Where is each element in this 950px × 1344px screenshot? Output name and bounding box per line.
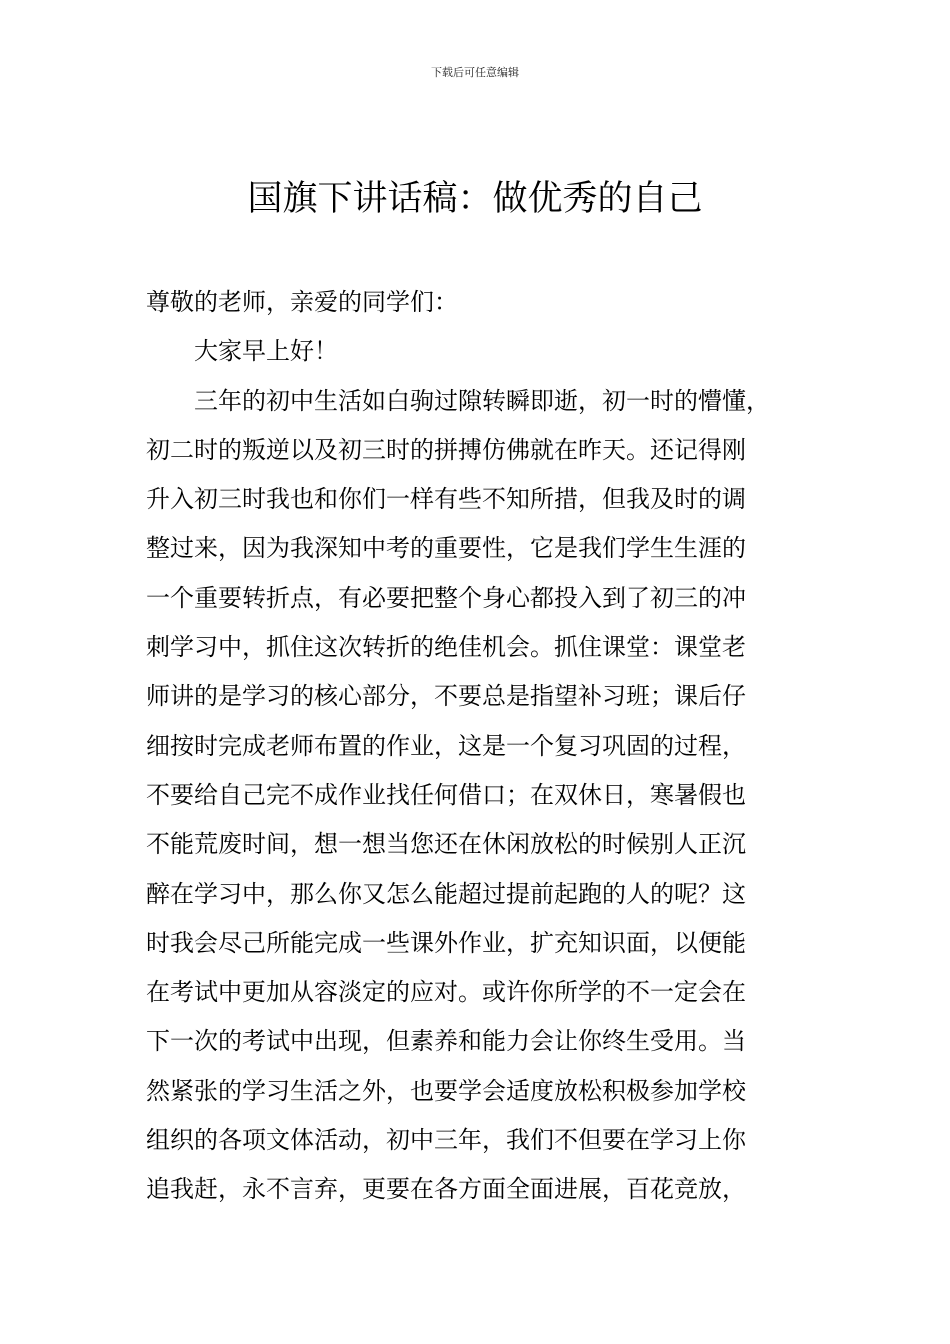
salutation: 尊敬的老师，亲爱的同学们： [146, 288, 458, 316]
paragraph-line: 下一次的考试中出现，但素养和能力会让你终生受用。当 [146, 1027, 746, 1056]
paragraph-line: 不能荒废时间，想一想当您还在休闲放松的时候别人正沉 [146, 830, 746, 859]
paragraph-line: 刺学习中，抓住这次转折的绝佳机会。抓住课堂：课堂老 [146, 633, 746, 662]
paragraph-line: 三年的初中生活如白驹过隙转瞬即逝，初一时的懵懂， [194, 386, 770, 415]
paragraph-line: 整过来，因为我深知中考的重要性，它是我们学生生涯的 [146, 534, 746, 563]
paragraph-line: 在考试中更加从容淡定的应对。或许你所学的不一定会在 [146, 978, 746, 1007]
paragraph-line: 然紧张的学习生活之外，也要学会适度放松积极参加学校 [146, 1076, 746, 1105]
paragraph-line: 追我赶，永不言弃，更要在各方面全面进展，百花竞放， [146, 1175, 746, 1204]
paragraph-line: 一个重要转折点，有必要把整个身心都投入到了初三的冲 [146, 583, 746, 612]
paragraph-line: 初二时的叛逆以及初三时的拼搏仿佛就在昨天。还记得刚 [146, 435, 746, 464]
document-title: 国旗下讲话稿：做优秀的自己 [247, 179, 703, 219]
paragraph-line: 师讲的是学习的核心部分，不要总是指望补习班；课后仔 [146, 682, 746, 711]
document-body [146, 278, 836, 1215]
paragraph-line: 细按时完成老师布置的作业，这是一个复习巩固的过程， [146, 731, 746, 760]
greeting: 大家早上好！ [194, 337, 338, 366]
paragraph-line: 升入初三时我也和你们一样有些不知所措，但我及时的调 [146, 485, 746, 514]
paragraph-line: 时我会尽己所能完成一些课外作业，扩充知识面，以便能 [146, 928, 746, 957]
paragraph-line: 组织的各项文体活动，初中三年，我们不但要在学习上你 [146, 1126, 746, 1155]
paragraph-line: 醉在学习中，那么你又怎么能超过提前起跑的人的呢？这 [146, 879, 746, 908]
body-paragraph [146, 377, 836, 1215]
paragraph-line: 不要给自己完不成作业找任何借口；在双休日，寒暑假也 [146, 780, 746, 809]
page-header-note: 下载后可任意编辑 [431, 66, 519, 79]
